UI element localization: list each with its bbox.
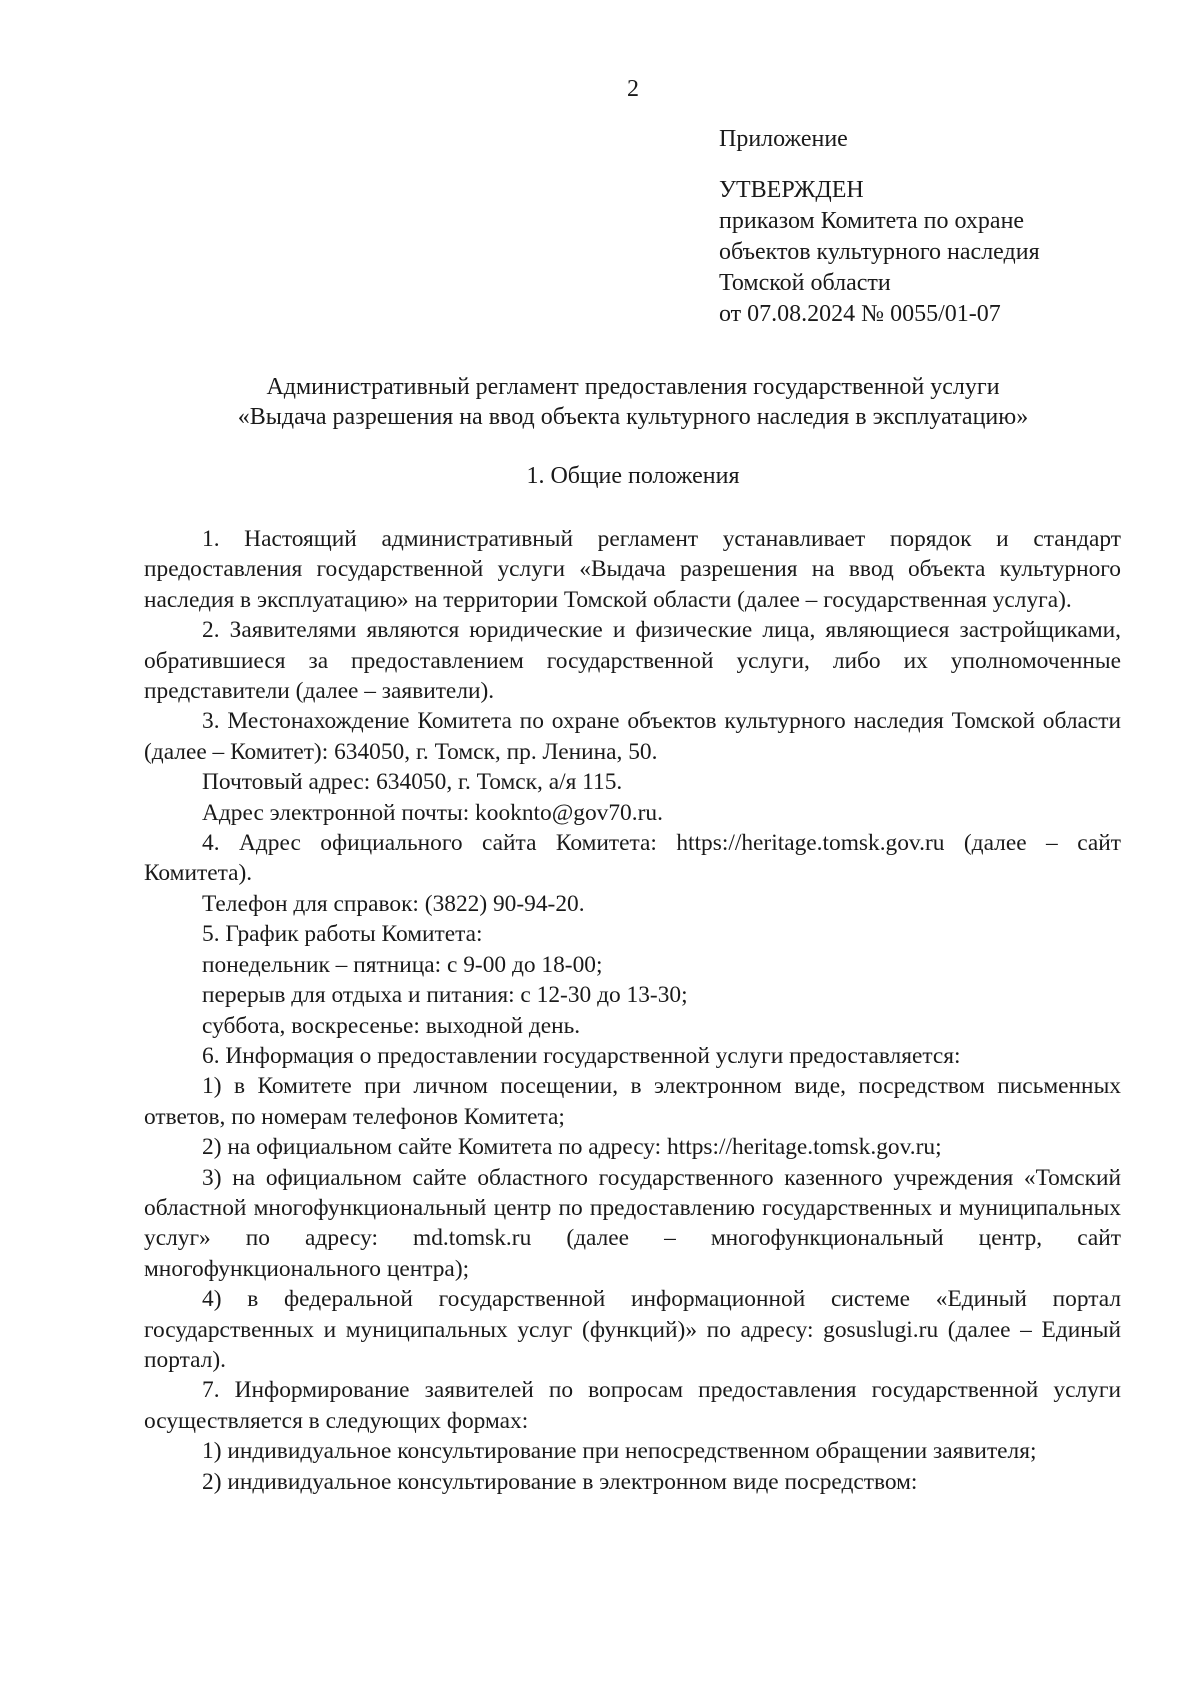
paragraph: 1. Настоящий административный регламент устанавливает порядок и стандарт предоставления государственной услуги «Выдача разрешения на ввод объекта культурного наследия в эксплуатацию» на территории Томской области (далее – государственная услуга). [144, 526, 1121, 613]
approval-line: приказом Комитета по охране [719, 208, 1025, 234]
document-title-line: «Выдача разрешения на ввод объекта культурного наследия в эксплуатацию» [237, 404, 1029, 430]
paragraph: 1) индивидуальное консультирование при непосредственном обращении заявителя; [202, 1438, 1037, 1465]
annex-label: Приложение [719, 126, 848, 152]
approval-line: Томской области [719, 270, 891, 296]
paragraph: 2. Заявителями являются юридические и физические лица, являющиеся застройщиками, обратившиеся за предоставлением государственной услуги, либо их уполномоченные представители (далее – заявители). [144, 617, 1121, 705]
paragraph: 6. Информация о предоставлении государственной услуги предоставляется: [202, 1042, 961, 1069]
paragraph: Телефон для справок: (3822) 90-94-20. [202, 890, 585, 917]
document-title-line: Административный регламент предоставления государственной услуги [266, 374, 1000, 400]
approval-block [719, 124, 1040, 330]
approval-date-line: от 07.08.2024 № 0055/01-07 [719, 301, 1001, 327]
paragraph: 3. Местонахождение Комитета по охране объектов культурного наследия Томской области (далее – Комитет): 634050, г. Томск, пр. Ленина, 50. [144, 708, 1121, 765]
paragraph: Адрес электронной почты: kooknto@gov70.ru. [202, 799, 663, 826]
approved-label: УТВЕРЖДЕН [719, 177, 864, 203]
paragraph: Почтовый адрес: 634050, г. Томск, а/я 115. [202, 769, 623, 796]
paragraph: 2) индивидуальное консультирование в электронном виде посредством: [202, 1468, 918, 1495]
paragraph: 4) в федеральной государственной информационной системе «Единый портал государственных и муниципальных услуг (функций)» по адресу: gosuslugi.ru (далее – Единый портал). [144, 1286, 1121, 1373]
paragraph: 1) в Комитете при личном посещении, в электронном виде, посредством письменных ответов, по номерам телефонов Комитета; [144, 1073, 1121, 1130]
section-heading: 1. Общие положения [526, 463, 740, 489]
approval-line: объектов культурного наследия [719, 239, 1040, 265]
document-body [144, 524, 1121, 1497]
page-number: 2 [627, 76, 639, 102]
paragraph: 7. Информирование заявителей по вопросам предоставления государственной услуги осуществляется в следующих формах: [144, 1377, 1121, 1434]
paragraph: понедельник – пятница: с 9-00 до 18-00; [202, 951, 603, 978]
paragraph: 3) на официальном сайте областного государственного казенного учреждения «Томский областной многофункциональный центр по предоставлению государственных и муниципальных услуг» по адресу: md.tomsk.ru (далее – многофункциональный центр, сайт многофункционального центра); [144, 1164, 1121, 1282]
paragraph: 2) на официальном сайте Комитета по адресу: https://heritage.tomsk.gov.ru; [202, 1134, 942, 1161]
paragraph: 5. График работы Комитета: [202, 921, 483, 948]
document-title [0, 372, 1200, 432]
paragraph: 4. Адрес официального сайта Комитета: https://heritage.tomsk.gov.ru (далее – сайт Комитета). [144, 830, 1121, 887]
paragraph: суббота, воскресенье: выходной день. [202, 1012, 581, 1039]
paragraph: перерыв для отдыха и питания: с 12-30 до 13-30; [202, 982, 688, 1009]
